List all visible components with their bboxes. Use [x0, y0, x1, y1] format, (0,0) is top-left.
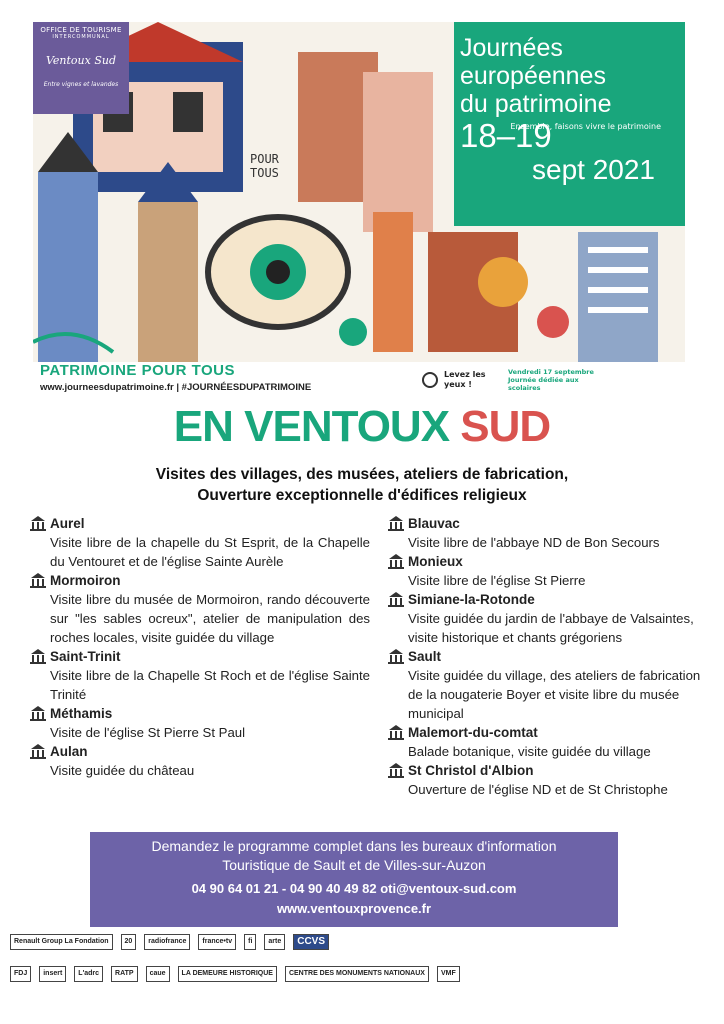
website-line: www.journeesdupatrimoine.fr | #JOURNÉESDUPATRIMOINE	[40, 382, 312, 393]
title-part1: EN VENTOUX	[173, 402, 461, 451]
levez-text: Levez les yeux !	[444, 370, 486, 389]
list-item	[388, 647, 708, 723]
slogan: PATRIMOINE POUR TOUS	[40, 362, 236, 379]
village-desc: Visite libre de l'abbaye ND de Bon Secours	[408, 535, 660, 550]
sponsor-logo: france•tv	[198, 934, 236, 950]
event-title-3: du patrimoine	[460, 90, 612, 118]
village-desc: Visite libre de la Chapelle St Roch et de l'église Sainte Trinité	[50, 668, 370, 702]
sponsor-logo: caue	[146, 966, 170, 982]
monument-icon	[388, 516, 404, 531]
monument-icon	[388, 725, 404, 740]
right-column	[388, 514, 708, 799]
village-desc: Visite libre du musée de Mormoiron, rando découverte sur "les sables ocreux", atelier de manipulation des roches locales, visite guidée du village	[50, 592, 370, 645]
village-name: Blauvac	[408, 516, 460, 531]
list-item	[388, 590, 708, 647]
event-subtitle: Ensemble, faisons vivre le patrimoine	[510, 122, 661, 131]
list-item	[30, 704, 370, 742]
tourism-office-logo	[33, 22, 129, 114]
village-name: Méthamis	[50, 706, 113, 721]
monument-icon	[388, 649, 404, 664]
event-year: sept 2021	[532, 154, 655, 185]
village-name: Aulan	[50, 744, 88, 759]
sponsor-logos-row2	[10, 966, 710, 982]
event-box	[454, 22, 685, 226]
office-tagline: Entre vignes et lavandes	[43, 81, 119, 88]
office-line2: INTERCOMMUNAL	[52, 34, 110, 40]
contact-line: 04 90 64 01 21 - 04 90 40 49 82 oti@ventoux-sud.com	[191, 881, 517, 896]
eye-icon	[422, 372, 438, 388]
event-dates: 18–19	[460, 117, 552, 154]
office-logo-text: Ventoux Sud	[45, 54, 117, 67]
info-line1: Demandez le programme complet dans les bureaux d'information	[151, 838, 557, 854]
village-desc: Visite guidée du château	[50, 763, 195, 778]
monument-icon	[30, 573, 46, 588]
monument-icon	[30, 649, 46, 664]
title-part2: SUD	[460, 402, 551, 451]
levez-les-yeux	[422, 368, 608, 392]
vendredi-text: Vendredi 17 septembre Journée dédiée aux scolaires	[508, 368, 594, 392]
village-name: Simiane-la-Rotonde	[408, 592, 535, 607]
sponsor-logo: L'adrc	[74, 966, 103, 982]
list-item	[388, 723, 708, 761]
village-desc: Visite libre de l'église St Pierre	[408, 573, 586, 588]
list-item	[30, 514, 370, 571]
list-item	[30, 571, 370, 647]
village-desc: Visite guidée du jardin de l'abbaye de Valsaintes, visite historique et chants grégoriens	[408, 611, 694, 645]
subtitle-line1: Visites des villages, des musées, ateliers de fabrication,	[155, 466, 569, 483]
village-desc: Ouverture de l'église ND et de St Christophe	[408, 782, 668, 797]
monument-icon	[388, 763, 404, 778]
sponsor-logo: arte	[264, 934, 285, 950]
village-desc: Visite guidée du village, des ateliers de fabrication de la nougaterie Boyer et visite libre du musée municipal	[408, 668, 701, 721]
event-title-2: européennes	[460, 62, 606, 90]
village-desc: Balade botanique, visite guidée du village	[408, 744, 651, 759]
monument-icon	[388, 554, 404, 569]
list-item	[388, 761, 708, 799]
village-name: Mormoiron	[50, 573, 121, 588]
sponsor-logo: Renault Group La Fondation	[10, 934, 113, 950]
sponsor-logo: FDJ	[10, 966, 31, 982]
monument-icon	[30, 744, 46, 759]
subtitle-line2: Ouverture exceptionnelle d'édifices religieux	[197, 487, 527, 504]
office-line1: OFFICE DE TOURISME	[40, 26, 122, 34]
list-item	[388, 514, 708, 552]
monument-icon	[30, 516, 46, 531]
sponsor-logo: radiofrance	[144, 934, 190, 950]
village-name: Aurel	[50, 516, 85, 531]
village-name: Malemort-du-comtat	[408, 725, 538, 740]
village-name: St Christol d'Albion	[408, 763, 534, 778]
village-name: Saint-Trinit	[50, 649, 121, 664]
list-item	[30, 742, 370, 780]
page-title	[0, 402, 724, 452]
village-name: Monieux	[408, 554, 463, 569]
sponsor-logo: CCVS	[293, 934, 329, 950]
monument-icon	[388, 592, 404, 607]
sponsor-logo: RATP	[111, 966, 138, 982]
pour-tous-text: POUR TOUS	[250, 152, 279, 180]
left-column	[30, 514, 370, 780]
website-link[interactable]: www.ventouxprovence.fr	[276, 901, 432, 916]
village-desc: Visite libre de la chapelle du St Esprit, de la Chapelle du Ventouret et de l'église Sainte Aurèle	[50, 535, 370, 569]
info-line2: Touristique de Sault et de Villes-sur-Auzon	[222, 857, 486, 873]
village-name: Sault	[408, 649, 442, 664]
sponsor-logos-row1	[10, 934, 710, 950]
sponsor-logo: insert	[39, 966, 66, 982]
event-title-1: Journées	[460, 34, 563, 62]
sponsor-logo: 20	[121, 934, 137, 950]
info-band	[90, 832, 618, 927]
sponsor-logo: LA DEMEURE HISTORIQUE	[178, 966, 277, 982]
sponsor-logo: fi	[244, 934, 256, 950]
sponsor-logo: VMF	[437, 966, 460, 982]
poster-illustration	[33, 22, 685, 362]
monument-icon	[30, 706, 46, 721]
list-item	[30, 647, 370, 704]
list-item	[388, 552, 708, 590]
village-desc: Visite de l'église St Pierre St Paul	[50, 725, 246, 740]
sponsor-logo: CENTRE DES MONUMENTS NATIONAUX	[285, 966, 429, 982]
